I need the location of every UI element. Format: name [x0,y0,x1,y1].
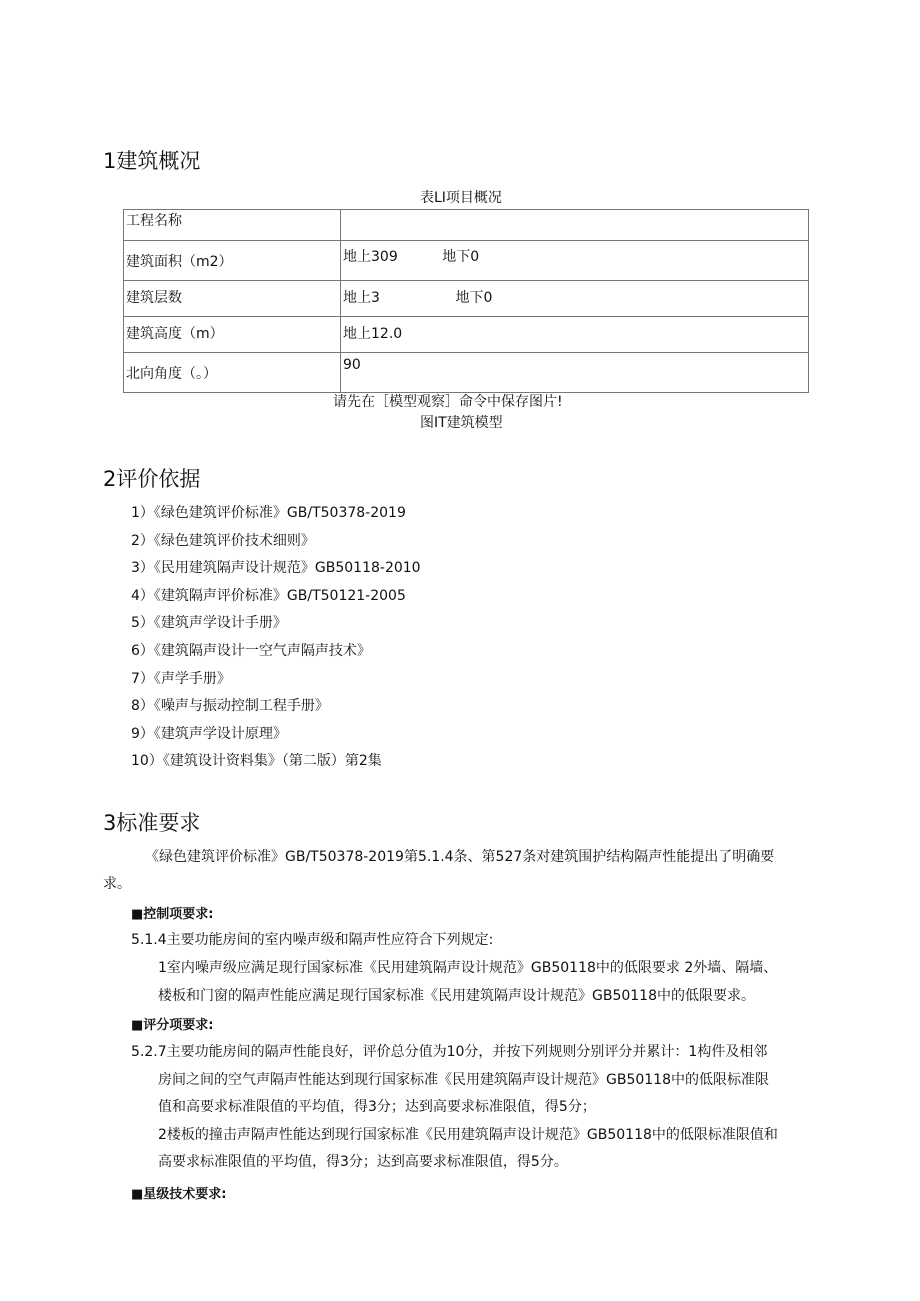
table-row [124,210,809,241]
list-item: 1）《绿色建筑评价标准》GB/T50378-2019 [131,505,406,521]
reference-list [131,500,421,776]
score-line: 高要求标准限值的平均值，得3分；达到高要求标准限值，得5分。 [158,1154,568,1170]
row-value: 90 [341,353,809,393]
table-row [124,281,809,317]
intro-line: 《绿色建筑评价标准》GB/T50378-2019第5.1.4条、第527条对建筑围护结构隔声性能提出了明确要 [145,849,775,865]
row-label: 建筑高度（m） [124,317,341,353]
list-item: 2）《绿色建筑评价技术细则》 [131,532,315,549]
section1-title: 1建筑概况 [103,149,201,173]
table-caption: 表LI项目概况 [420,190,502,206]
row-label: 建筑层数 [124,281,341,317]
score-line: 2楼板的撞击声隔声性能达到现行国家标准《民用建筑隔声设计规范》GB50118中的低限标准限值和 [158,1127,778,1143]
table-row [124,353,809,393]
project-info-table [123,209,809,393]
row-label: 工程名称 [124,210,341,241]
star-heading: ■星级技术要求: [131,1187,227,1202]
list-item: 5）《建筑声学设计手册》 [131,615,287,632]
image-notice: 请先在［模型观察］命令中保存图片! [333,394,563,410]
score-line: 房间之间的空气声隔声性能达到现行国家标准《民用建筑隔声设计规范》GB50118中的低限标准限 [158,1072,769,1088]
row-value: 地上3 地下0 [341,281,809,317]
figure-caption: 图IT建筑模型 [420,415,503,431]
list-item: 10）《建筑设计资料集》（第二版）第2集 [131,753,382,770]
score-line: 值和高要求标准限值的平均值，得3分；达到高要求标准限值，得5分； [158,1099,596,1115]
control-item-line: 楼板和门窗的隔声性能应满足现行国家标准《民用建筑隔声设计规范》GB50118中的低限要求。 [158,988,755,1004]
list-item: 8）《噪声与振动控制工程手册》 [131,698,329,715]
control-item-line: 1室内噪声级应满足现行国家标准《民用建筑隔声设计规范》GB50118中的低限要求 2外墙、隔墙、 [158,960,778,976]
row-value [341,210,809,241]
section2-title: 2评价依据 [103,467,201,491]
list-item: 3）《民用建筑隔声设计规范》GB50118-2010 [131,560,421,577]
row-value: 地上12.0 [341,317,809,353]
list-item: 6）《建筑隔声设计一空气声隔声技术》 [131,642,371,659]
row-value: 地上309 地下0 [341,241,809,281]
list-item: 9）《建筑声学设计原理》 [131,725,287,742]
score-line: 5.2.7主要功能房间的隔声性能良好，评价总分值为10分，并按下列规则分别评分并累计：1构件及相邻 [131,1044,768,1060]
row-label: 建筑面积（m2） [124,241,341,281]
control-heading: ■控制项要求: [131,907,214,922]
list-item: 7）《声学手册》 [131,670,231,687]
list-item: 4）《建筑隔声评价标准》GB/T50121-2005 [131,587,406,604]
table-row [124,241,809,281]
section3-title: 3标准要求 [103,811,201,835]
table-row [124,317,809,353]
intro-line: 求。 [103,876,131,892]
row-label: 北向角度（。） [124,353,341,393]
control-clause: 5.1.4主要功能房间的室内噪声级和隔声性应符合下列规定: [131,932,494,948]
score-heading: ■评分项要求: [131,1018,214,1033]
